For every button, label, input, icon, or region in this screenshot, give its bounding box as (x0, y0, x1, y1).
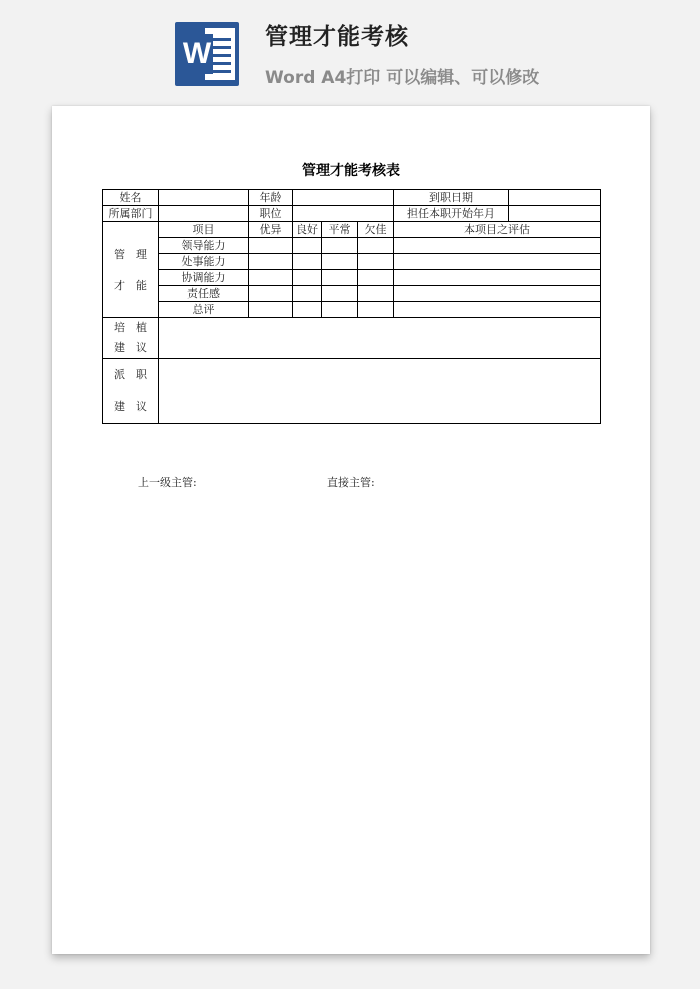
section-assignment-line2: 建 议 (114, 400, 147, 413)
rating-cell-average[interactable] (322, 286, 358, 302)
field-join-date[interactable] (509, 190, 601, 206)
header-poor: 欠佳 (358, 222, 394, 238)
evaluation-cell[interactable] (394, 270, 601, 286)
section-training-line1: 培 植 (114, 321, 147, 334)
header-good: 良好 (293, 222, 322, 238)
evaluation-cell[interactable] (394, 302, 601, 318)
rating-row-responsibility (103, 286, 601, 302)
rating-cell-poor[interactable] (358, 270, 394, 286)
rating-cell-poor[interactable] (358, 238, 394, 254)
header-title: 管理才能考核 (265, 24, 409, 50)
label-position: 职位 (249, 206, 293, 222)
rating-cell-excellent[interactable] (249, 286, 293, 302)
item-label: 总评 (159, 302, 249, 318)
field-position[interactable] (293, 206, 394, 222)
label-name: 姓名 (103, 190, 159, 206)
section-assignment-line1: 派 职 (114, 368, 147, 381)
document-title: 管理才能考核表 (302, 163, 400, 179)
assessment-form-table (102, 189, 601, 424)
section-assignment-label (103, 359, 159, 424)
header-item: 项目 (159, 222, 249, 238)
word-icon (175, 22, 239, 86)
field-name[interactable] (159, 190, 249, 206)
rating-cell-good[interactable] (293, 302, 322, 318)
rating-cell-average[interactable] (322, 254, 358, 270)
rating-cell-excellent[interactable] (249, 302, 293, 318)
rating-cell-poor[interactable] (358, 254, 394, 270)
rating-cell-excellent[interactable] (249, 238, 293, 254)
ratings-header-row (103, 222, 601, 238)
label-start-date: 担任本职开始年月 (394, 206, 509, 222)
section-management-label (103, 222, 159, 318)
section-training-line2: 建 议 (114, 341, 147, 354)
rating-cell-poor[interactable] (358, 302, 394, 318)
assignment-row (103, 359, 601, 424)
page-header (0, 0, 700, 105)
field-department[interactable] (159, 206, 249, 222)
rating-cell-good[interactable] (293, 270, 322, 286)
rating-row-coordination (103, 270, 601, 286)
header-evaluation: 本项目之评估 (394, 222, 601, 238)
item-label: 处事能力 (159, 254, 249, 270)
rating-cell-average[interactable] (322, 302, 358, 318)
rating-cell-poor[interactable] (358, 286, 394, 302)
form-row-basic-2 (103, 206, 601, 222)
rating-cell-good[interactable] (293, 286, 322, 302)
label-join-date: 到职日期 (394, 190, 509, 206)
signature-direct-label: 直接主管: (327, 476, 375, 489)
field-start-date[interactable] (509, 206, 601, 222)
section-management-line1: 管 理 (114, 247, 147, 261)
header-average: 平常 (322, 222, 358, 238)
rating-row-handling (103, 254, 601, 270)
header-excellent: 优异 (249, 222, 293, 238)
field-age[interactable] (293, 190, 394, 206)
header-subtitle: Word A4打印 可以编辑、可以修改 (265, 68, 540, 88)
rating-cell-average[interactable] (322, 238, 358, 254)
field-assignment-suggestion[interactable] (159, 359, 601, 424)
rating-cell-good[interactable] (293, 238, 322, 254)
training-row (103, 318, 601, 359)
form-row-basic-1 (103, 190, 601, 206)
section-management-line2: 才 能 (114, 278, 147, 292)
item-label: 协调能力 (159, 270, 249, 286)
rating-row-overall (103, 302, 601, 318)
evaluation-cell[interactable] (394, 254, 601, 270)
document-page (52, 106, 650, 954)
word-icon-letter: W (181, 34, 213, 74)
signature-superior-label: 上一级主管: (138, 476, 197, 489)
item-label: 责任感 (159, 286, 249, 302)
item-label: 领导能力 (159, 238, 249, 254)
section-training-label (103, 318, 159, 359)
label-age: 年龄 (249, 190, 293, 206)
rating-row-leadership (103, 238, 601, 254)
evaluation-cell[interactable] (394, 286, 601, 302)
field-training-suggestion[interactable] (159, 318, 601, 359)
rating-cell-average[interactable] (322, 270, 358, 286)
rating-cell-excellent[interactable] (249, 254, 293, 270)
rating-cell-good[interactable] (293, 254, 322, 270)
rating-cell-excellent[interactable] (249, 270, 293, 286)
evaluation-cell[interactable] (394, 238, 601, 254)
label-department: 所属部门 (103, 206, 159, 222)
